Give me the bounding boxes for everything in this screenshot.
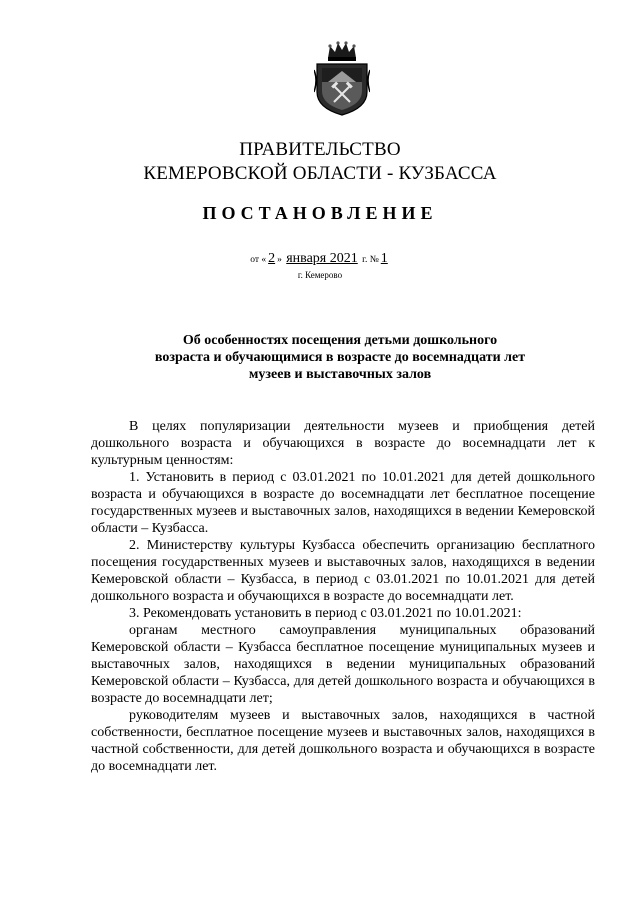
subject-line-2: возраста и обучающимися в возрасте до восемнадцати лет xyxy=(154,350,526,365)
government-title-line-2: КЕМЕРОВСКОЙ ОБЛАСТИ - КУЗБАССА xyxy=(143,163,497,184)
document-subject xyxy=(110,332,570,383)
date-day: 2 xyxy=(268,251,276,266)
date-number-line xyxy=(0,252,640,267)
intro-paragraph: В целях популяризации деятельности музеев и приобщения детей дошкольного возраста и обучающихся в возрасте до восемнадцати лет к культурным ценностям: xyxy=(91,419,595,468)
item-3-paragraph: 3. Рекомендовать установить в период с 03.01.2021 по 10.01.2021: xyxy=(129,606,522,621)
city-label: г. Кемерово xyxy=(297,270,343,280)
subject-line-3: музеев и выставочных залов xyxy=(248,367,432,382)
document-type-title: ПОСТАНОВЛЕНИЕ xyxy=(202,203,438,223)
date-year-suffix: г. xyxy=(362,255,368,265)
number-label: № xyxy=(369,255,379,265)
subject-line-1: Об особенностях посещения детьми дошкольного xyxy=(182,333,498,348)
coat-of-arms-icon xyxy=(314,40,370,116)
date-month-year: января 2021 xyxy=(286,251,358,266)
item-2-paragraph: 2. Министерству культуры Кузбасса обеспечить организацию бесплатного посещения государственных музеев и выставочных залов, находящихся в ведении Кемеровской области – Кузбасса, в период с 03.01.2021 по 10.01.2021 для детей дошкольного возраста и обучающихся в возрасте до восемнадцати лет. xyxy=(91,538,595,604)
date-from-label: от « xyxy=(250,255,267,265)
government-title-line-1: ПРАВИТЕЛЬСТВО xyxy=(239,139,401,160)
document-body xyxy=(91,418,595,775)
document-number: 1 xyxy=(380,251,388,266)
item-3a-paragraph: органам местного самоуправления муниципальных образований Кемеровской области – Кузбасса бесплатное посещение муниципальных музеев и выставочных залов, находящихся в ведении муниципальных образований Кемеровской области – Кузбасса, для детей дошкольного возраста и обучающихся в возрасте до восемнадцати лет; xyxy=(91,623,595,706)
item-3b-paragraph: руководителям музеев и выставочных залов, находящихся в частной собственности, бесплатное посещение музеев и выставочных залов, находящихся в частной собственности, для детей дошкольного возраста и обучающихся в возрасте до восемнадцати лет. xyxy=(91,708,595,774)
item-1-paragraph: 1. Установить в период с 03.01.2021 по 10.01.2021 для детей дошкольного возраста и обучающихся в возрасте до восемнадцати лет бесплатное посещение государственных музеев и выставочных залов, находящихся в ведении Кемеровской области – Кузбасса. xyxy=(91,470,595,536)
date-close-quote: » xyxy=(277,255,282,265)
